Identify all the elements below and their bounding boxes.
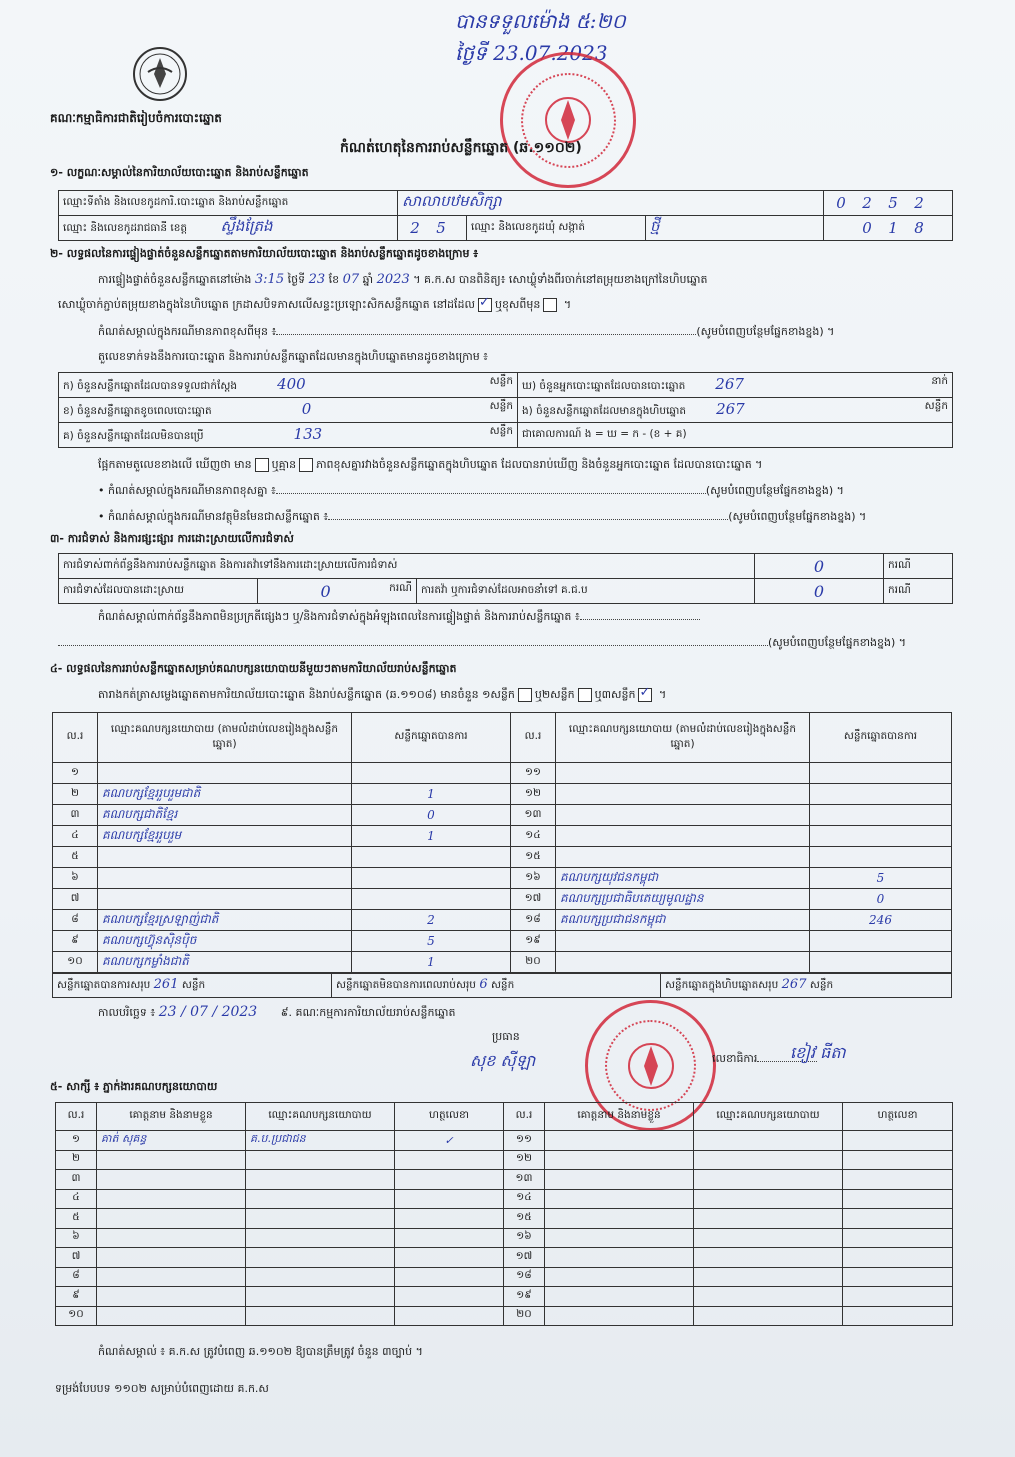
formula: ជាគោលការណ៍ ង = ឃ = ក - (ខ + គ) [518,423,953,448]
witness-name [545,1267,694,1287]
row-no: ៥ [53,847,98,868]
witness-party [694,1287,843,1307]
party-name [556,931,810,952]
table-row [53,952,952,973]
col-votes: សន្លឹកឆ្នោតបានការ [352,713,511,763]
party-name [556,805,810,826]
witness-signature [395,1248,504,1268]
party-name [556,826,810,847]
table-row [56,1170,953,1190]
table-row [56,1228,953,1248]
location-label: ឈ្មោះទីតាំង និងលេខកូដការិ.បោះឆ្នោត និងរាប់សន្លឹកឆ្នោត [59,191,398,216]
vote-count: 1 [352,784,511,805]
row-a: ក) ចំនួនសន្លឹកឆ្នោតដែលបានទទួលជាក់ស្ដែង 400 សន្លឹក [59,373,518,398]
col-votes: សន្លឹកឆ្នោតបានការ [810,713,952,763]
row-no: ៥ [56,1209,97,1229]
row-no: ២ [56,1150,97,1170]
tally-1-checkbox[interactable] [518,688,532,702]
row-no: ៨ [53,910,98,931]
row-no: ១៤ [511,826,556,847]
vote-count: 0 [810,889,952,910]
witness-signature [843,1306,953,1326]
commune-code: 0 1 8 [824,216,953,241]
col-party: ឈ្មោះគណបក្សនយោបាយ [246,1103,395,1131]
witness-party [694,1170,843,1190]
witness-name [545,1306,694,1326]
party-name [98,763,352,784]
secretary-label: លេខាធិការ [712,1052,817,1068]
table-row [53,784,952,805]
row-no: ៩ [56,1287,97,1307]
witness-party [246,1267,395,1287]
results-table [52,712,952,973]
witness-signature [395,1150,504,1170]
row-no: ១៧ [511,889,556,910]
table-row [53,910,952,931]
section2-heading: ២- លទ្ធផលនៃការផ្ទៀងផ្ទាត់ចំនួនសន្លឹកឆ្នោតតាមការិយាល័យបោះឆ្នោត និងរាប់សន្លឹកឆ្នោតដូចខាងក្រោម ៖ [50,247,479,260]
party-name [556,784,810,805]
witness-signature [843,1131,953,1151]
witness-signature [395,1170,504,1190]
witness-party [246,1248,395,1268]
row-no: ១៧ [504,1248,545,1268]
witness-name [97,1170,246,1190]
col-sign: ហត្ថលេខា [395,1103,504,1131]
row-no: ១៩ [504,1287,545,1307]
witness-party [246,1306,395,1326]
witness-name [97,1306,246,1326]
row-no: ១៦ [504,1228,545,1248]
witness-party [694,1306,843,1326]
witness-table [55,1102,953,1326]
row-no: ១០ [53,952,98,973]
bullet-difference: • កំណត់សម្គាល់ក្នុងករណីមានភាពខុសគ្នា ៖ (សូមបំពេញបន្ថែមផ្នែកខាងខ្នង) ។ [98,484,844,497]
witness-signature [395,1267,504,1287]
row-no: ១៣ [504,1170,545,1190]
vote-count: 2 [352,910,511,931]
witness-name [545,1131,694,1151]
witness-party [246,1170,395,1190]
document-title: កំណត់ហេតុនៃការរាប់សន្លឹកឆ្នោត (ឆ.១១០២) [340,140,582,156]
party-name: គណបក្សខ្មែរស្រឡាញ់ជាតិ [98,910,352,931]
tally-sheets-line: តារាងកត់ត្រាសម្លេងឆ្នោតតាមការិយាល័យបោះឆ្នោត និងរាប់សន្លឹកឆ្នោត (ឆ.១១០៨) មានចំនួន ១សន្លឹក ឬ២សន្លឹក ឬ៣សន្លឹក✓ ។ [98,688,666,704]
table-row [56,1150,953,1170]
changed-checkbox[interactable] [543,298,557,312]
row-no: ១៦ [511,868,556,889]
vote-count [810,763,952,784]
irregularity-note-line2: (សូមបំពេញបន្ថែមផ្នែកខាងខ្នង) ។ [58,636,953,652]
witness-signature [843,1189,953,1209]
col-party: ឈ្មោះគណបក្សនយោបាយ [694,1103,843,1131]
commission-name: គណៈកម្មាធិការជាតិរៀបចំការបោះឆ្នោត [50,111,222,125]
vote-count: 5 [810,868,952,889]
witness-party: គ.ប.ប្រជាជន [246,1131,395,1151]
col-party: ឈ្មោះគណបក្សនយោបាយ (តាមលំដាប់លេខរៀងក្នុងសន្លឹកឆ្នោត) [556,713,810,763]
witness-name [97,1287,246,1307]
witness-name [545,1189,694,1209]
vote-count [352,847,511,868]
location-code: 0 2 5 2 [824,191,953,216]
row-no: ៨ [56,1267,97,1287]
section1-table [58,190,953,241]
witness-signature: ✓ [395,1131,504,1151]
resolved-label: ការជំទាស់ដែលបានដោះស្រាយ [59,579,258,604]
witness-name [545,1228,694,1248]
vote-count: 1 [352,826,511,847]
verification-line1: ការផ្ទៀងផ្ទាត់ចំនួនសន្លឹកឆ្នោតនៅម៉ោង 3:15 ថ្ងៃទី 23 ខែ 07 ឆ្នាំ 2023 ។ គ.ក.ស បានពិនិត្យ៖ សោឃ្លុំទាំងពីរចាក់នៅតម្រុយខាងក្រៅនៃហិបឆ្នោត [98,272,708,287]
location-value: សាលាបឋមសិក្សា [398,191,824,216]
witness-name [97,1209,246,1229]
row-no: ១៣ [511,805,556,826]
row-no: ១ [53,763,98,784]
escalated-value: 0 [755,579,884,604]
table-row [53,889,952,910]
witness-party [694,1228,843,1248]
row-no: ៤ [56,1189,97,1209]
received-note: បានទទួលម៉ោង ៥:២០ [455,9,626,33]
witness-name [545,1248,694,1268]
province-label: ឈ្មោះ និងលេខកូដរាជធានី ខេត្ត ស្ទឹងត្រែង [59,216,398,241]
col-party: ឈ្មោះគណបក្សនយោបាយ (តាមលំដាប់លេខរៀងក្នុងសន្លឹកឆ្នោត) [98,713,352,763]
row-no: ៤ [53,826,98,847]
total-invalid: សន្លឹកឆ្នោតមិនបានការពេលរាប់សរុប 6 សន្លឹក [332,974,661,998]
row-no: ១២ [504,1150,545,1170]
witness-party [246,1287,395,1307]
witness-signature [843,1267,953,1287]
party-name [98,868,352,889]
row-e: ង) ចំនួនសន្លឹកឆ្នោតដែលមានក្នុងហិបឆ្នោត 267 សន្លឹក [518,398,953,423]
col-sign: ហត្ថលេខា [843,1103,953,1131]
row-no: ១៨ [504,1267,545,1287]
footnote: កំណត់សម្គាល់ ៖ គ.ក.ស ត្រូវបំពេញ ឆ.១១០២ ឱ្យបានត្រឹមត្រូវ ចំនួន ៣ច្បាប់ ។ [98,1345,423,1358]
table-row [53,763,952,784]
vote-count: 5 [352,931,511,952]
row-no: ១៤ [504,1189,545,1209]
tally-2-checkbox[interactable] [578,688,592,702]
commune-value: ថ្មី [646,216,824,241]
vote-count [352,889,511,910]
vote-count [810,847,952,868]
complaints-row1-value: 0 [755,554,884,579]
chair-label: ប្រធាន [492,1030,520,1043]
col-no: ល.រ [504,1103,545,1131]
commune-label: ឈ្មោះ និងលេខកូដឃុំ សង្កាត់ [467,216,646,241]
party-name: គណបក្សខ្មែររួបរួមជាតិ [98,784,352,805]
table-row [53,826,952,847]
vote-count [352,868,511,889]
note-changed-line: កំណត់សម្គាល់ក្នុងករណីមានភាពខុសពីមុន ៖ (សូមបំពេញបន្ថែមផ្នែកខាងខ្នង) ។ [98,325,835,338]
section5-heading: ៥- សាក្សី ៖ ភ្នាក់ងារគណបក្សនយោបាយ [50,1080,218,1093]
received-date-note: ថ្ងៃទី 23.07.2023 [455,41,608,65]
party-name: គណបក្សប្រជាជនកម្ពុជា [556,910,810,931]
section4-heading: ៤- លទ្ធផលនៃការរាប់សន្លឹកឆ្នោតសម្រាប់គណបក្សនយោបាយនីមួយៗតាមការិយាល័យរាប់សន្លឹកឆ្នោត [50,662,457,675]
party-name: គណបក្សជាតិខ្មែរ [98,805,352,826]
figures-table [58,372,953,448]
row-no: ១ [56,1131,97,1151]
party-name [556,847,810,868]
table-row [56,1209,953,1229]
party-name [556,952,810,973]
vote-count [352,763,511,784]
table-row [56,1248,953,1268]
witness-name [545,1170,694,1190]
row-no: ១១ [511,763,556,784]
has-difference-checkbox[interactable] [255,458,269,472]
row-no: ៦ [53,868,98,889]
party-name [98,889,352,910]
row-no: ១៨ [511,910,556,931]
witness-party [246,1209,395,1229]
party-name: គណបក្សខ្មែររួបរួម [98,826,352,847]
witness-signature [395,1189,504,1209]
escalated-label: ការតវ៉ា ឬការជំទាស់ដែលអាចនាំទៅ គ.ជ.ប [417,579,755,604]
vote-count [810,805,952,826]
witness-party [694,1131,843,1151]
unchanged-checkbox[interactable] [478,298,492,312]
witness-name [545,1209,694,1229]
nec-logo-icon [130,44,190,104]
row-no: ២ [53,784,98,805]
table-row [56,1306,953,1326]
row-no: ១៥ [504,1209,545,1229]
resolved-value: 0 ករណី [258,579,417,604]
vote-count: 0 [352,805,511,826]
row-no: ៣ [53,805,98,826]
witness-signature [395,1209,504,1229]
col-no: ល.រ [56,1103,97,1131]
table-row [53,847,952,868]
col-name: គោត្តនាម និងនាមខ្លួន [97,1103,246,1131]
col-no: ល.រ [53,713,98,763]
witness-party [694,1189,843,1209]
witness-signature [843,1209,953,1229]
compare-line: ផ្អែកតាមតួលេខខាងលើ ឃើញថា មាន ឬគ្មាន ភាពខុសគ្នារវាងចំនួនសន្លឹកឆ្នោតក្នុងហិបឆ្នោត ដែលបានរាប់ឃើញ និងចំនួនអ្នកបោះឆ្នោត ដែលបានបោះឆ្នោត ។ [98,458,763,471]
unit-case: ករណី [884,579,953,604]
table-row [56,1287,953,1307]
row-c: គ) ចំនួនសន្លឹកឆ្នោតដែលមិនបានប្រើ 133 សន្លឹក [59,423,518,448]
bullet-nonballot: • កំណត់សម្គាល់ក្នុងករណីមានវត្ថុមិនមែនជាសន្លឹកឆ្នោត ៖ (សូមបំពេញបន្ថែមផ្នែកខាងខ្នង) ។ [98,510,867,523]
witness-signature [843,1248,953,1268]
table-row [56,1267,953,1287]
row-no: ១០ [56,1306,97,1326]
witness-signature [395,1228,504,1248]
table-row [53,931,952,952]
section1-heading: ១- លក្ខណៈសម្គាល់នៃការិយាល័យបោះឆ្នោត និងរាប់សន្លឹកឆ្នោត [50,166,309,179]
row-no: ៧ [56,1248,97,1268]
witness-name: គាត់ សុគន្ធ [97,1131,246,1151]
witness-party [246,1228,395,1248]
witness-signature [843,1228,953,1248]
row-no: ១៩ [511,931,556,952]
witness-name [545,1287,694,1307]
witness-party [694,1267,843,1287]
vote-count [810,952,952,973]
vote-count: 246 [810,910,952,931]
party-name: គណបក្សហ៊្វុនស៊ិនប៉ិច [98,931,352,952]
witness-signature [843,1287,953,1307]
secretary-signature: ខៀវ ធីតា [790,1043,846,1062]
total-in-box: សន្លឹកឆ្នោតក្នុងហិបឆ្នោតសរុប 267 សន្លឹក [661,974,952,998]
total-valid: សន្លឹកឆ្នោតបានការសរុប 261 សន្លឹក [53,974,332,998]
witness-party [694,1150,843,1170]
totals-row [52,973,952,998]
unit-case: ករណី [884,554,953,579]
province-value: ស្ទឹងត្រែង [220,217,273,235]
irregularity-note: កំណត់សម្គាល់ពាក់ព័ន្ធនឹងភាពមិនប្រក្រតីផ្សេងៗ ឬ/និងការជំទាស់ក្នុងអំឡុងពេលនៃការផ្ទៀងផ្ទាត់ និងការរាប់សន្លឹកឆ្នោត ៖ [98,610,968,626]
col-no: ល.រ [511,713,556,763]
row-no: ១២ [511,784,556,805]
vote-count [810,826,952,847]
province-code: 2 5 [398,216,467,241]
official-seal-top [500,52,636,188]
witness-signature [843,1150,953,1170]
party-name [98,847,352,868]
witness-signature [395,1306,504,1326]
row-b: ខ) ចំនួនសន្លឹកឆ្នោតខូចពេលបោះឆ្នោត 0 សន្លឹក [59,398,518,423]
party-name [556,763,810,784]
party-name: គណបក្សកម្លាំងជាតិ [98,952,352,973]
chair-signature: សុខ ស៊ីឡា [470,1051,536,1070]
date-line: កាលបរិច្ឆេទ ៖ 23 / 07 / 2023 ៩. គណៈកម្មការការិយាល័យរាប់សន្លឹកឆ្នោត [98,1004,456,1020]
witness-signature [843,1170,953,1190]
row-no: ៩ [53,931,98,952]
witness-party [246,1189,395,1209]
form-footer: ទម្រង់បែបបទ ១១០២ សម្រាប់បំពេញដោយ គ.ក.ស [55,1382,269,1395]
row-no: ១១ [504,1131,545,1151]
vote-count [810,931,952,952]
row-no: ៧ [53,889,98,910]
section3-heading: ៣- ការជំទាស់ និងការផ្សះផ្សារ ការដោះស្រាយលើការជំទាស់ [50,532,294,545]
table-row [56,1131,953,1151]
figures-intro: តួលេខទាក់ទងនឹងការបោះឆ្នោត និងការរាប់សន្លឹកឆ្នោតដែលមានក្នុងហិបឆ្នោតមានដូចខាងក្រោម ៖ [98,350,489,363]
party-name: គណបក្សប្រជាធិបតេយ្យមូលដ្ឋាន [556,889,810,910]
witness-party [694,1248,843,1268]
table-row [53,805,952,826]
complaints-row1-label: ការជំទាស់ពាក់ព័ន្ធនឹងការរាប់សន្លឹកឆ្នោត និងការតវ៉ាទៅនឹងការដោះស្រាយលើការជំទាស់ [59,554,755,579]
verification-line2: សោឃ្លុំចាក់ភ្ជាប់តម្រុយខាងក្នុងនៃហិបឆ្នោត ក្រដាសបិទភាសលើសន្ទះប្រឡោះសិកសន្លឹកឆ្នោត នៅដដែល✓ ឬខុសពីមុន ។ [58,298,571,314]
witness-name [545,1150,694,1170]
row-no: ២០ [504,1306,545,1326]
witness-signature [395,1287,504,1307]
party-name: គណបក្សយុវជនកម្ពុជា [556,868,810,889]
complaints-table [58,553,953,604]
row-no: ៣ [56,1170,97,1190]
col-name: គោត្តនាម និងនាមខ្លួន [545,1103,694,1131]
witness-name [97,1189,246,1209]
row-d: ឃ) ចំនួនអ្នកបោះឆ្នោតដែលបានបោះឆ្នោត 267 នាក់ [518,373,953,398]
witness-name [97,1267,246,1287]
table-row [53,868,952,889]
witness-party [694,1209,843,1229]
row-no: ៦ [56,1228,97,1248]
witness-name [97,1150,246,1170]
no-difference-checkbox[interactable] [299,458,313,472]
row-no: ១៥ [511,847,556,868]
tally-3-checkbox[interactable] [638,688,652,702]
vote-count: 1 [352,952,511,973]
witness-name [97,1228,246,1248]
witness-party [246,1150,395,1170]
vote-count [810,784,952,805]
table-row [56,1189,953,1209]
row-no: ២០ [511,952,556,973]
witness-name [97,1248,246,1268]
